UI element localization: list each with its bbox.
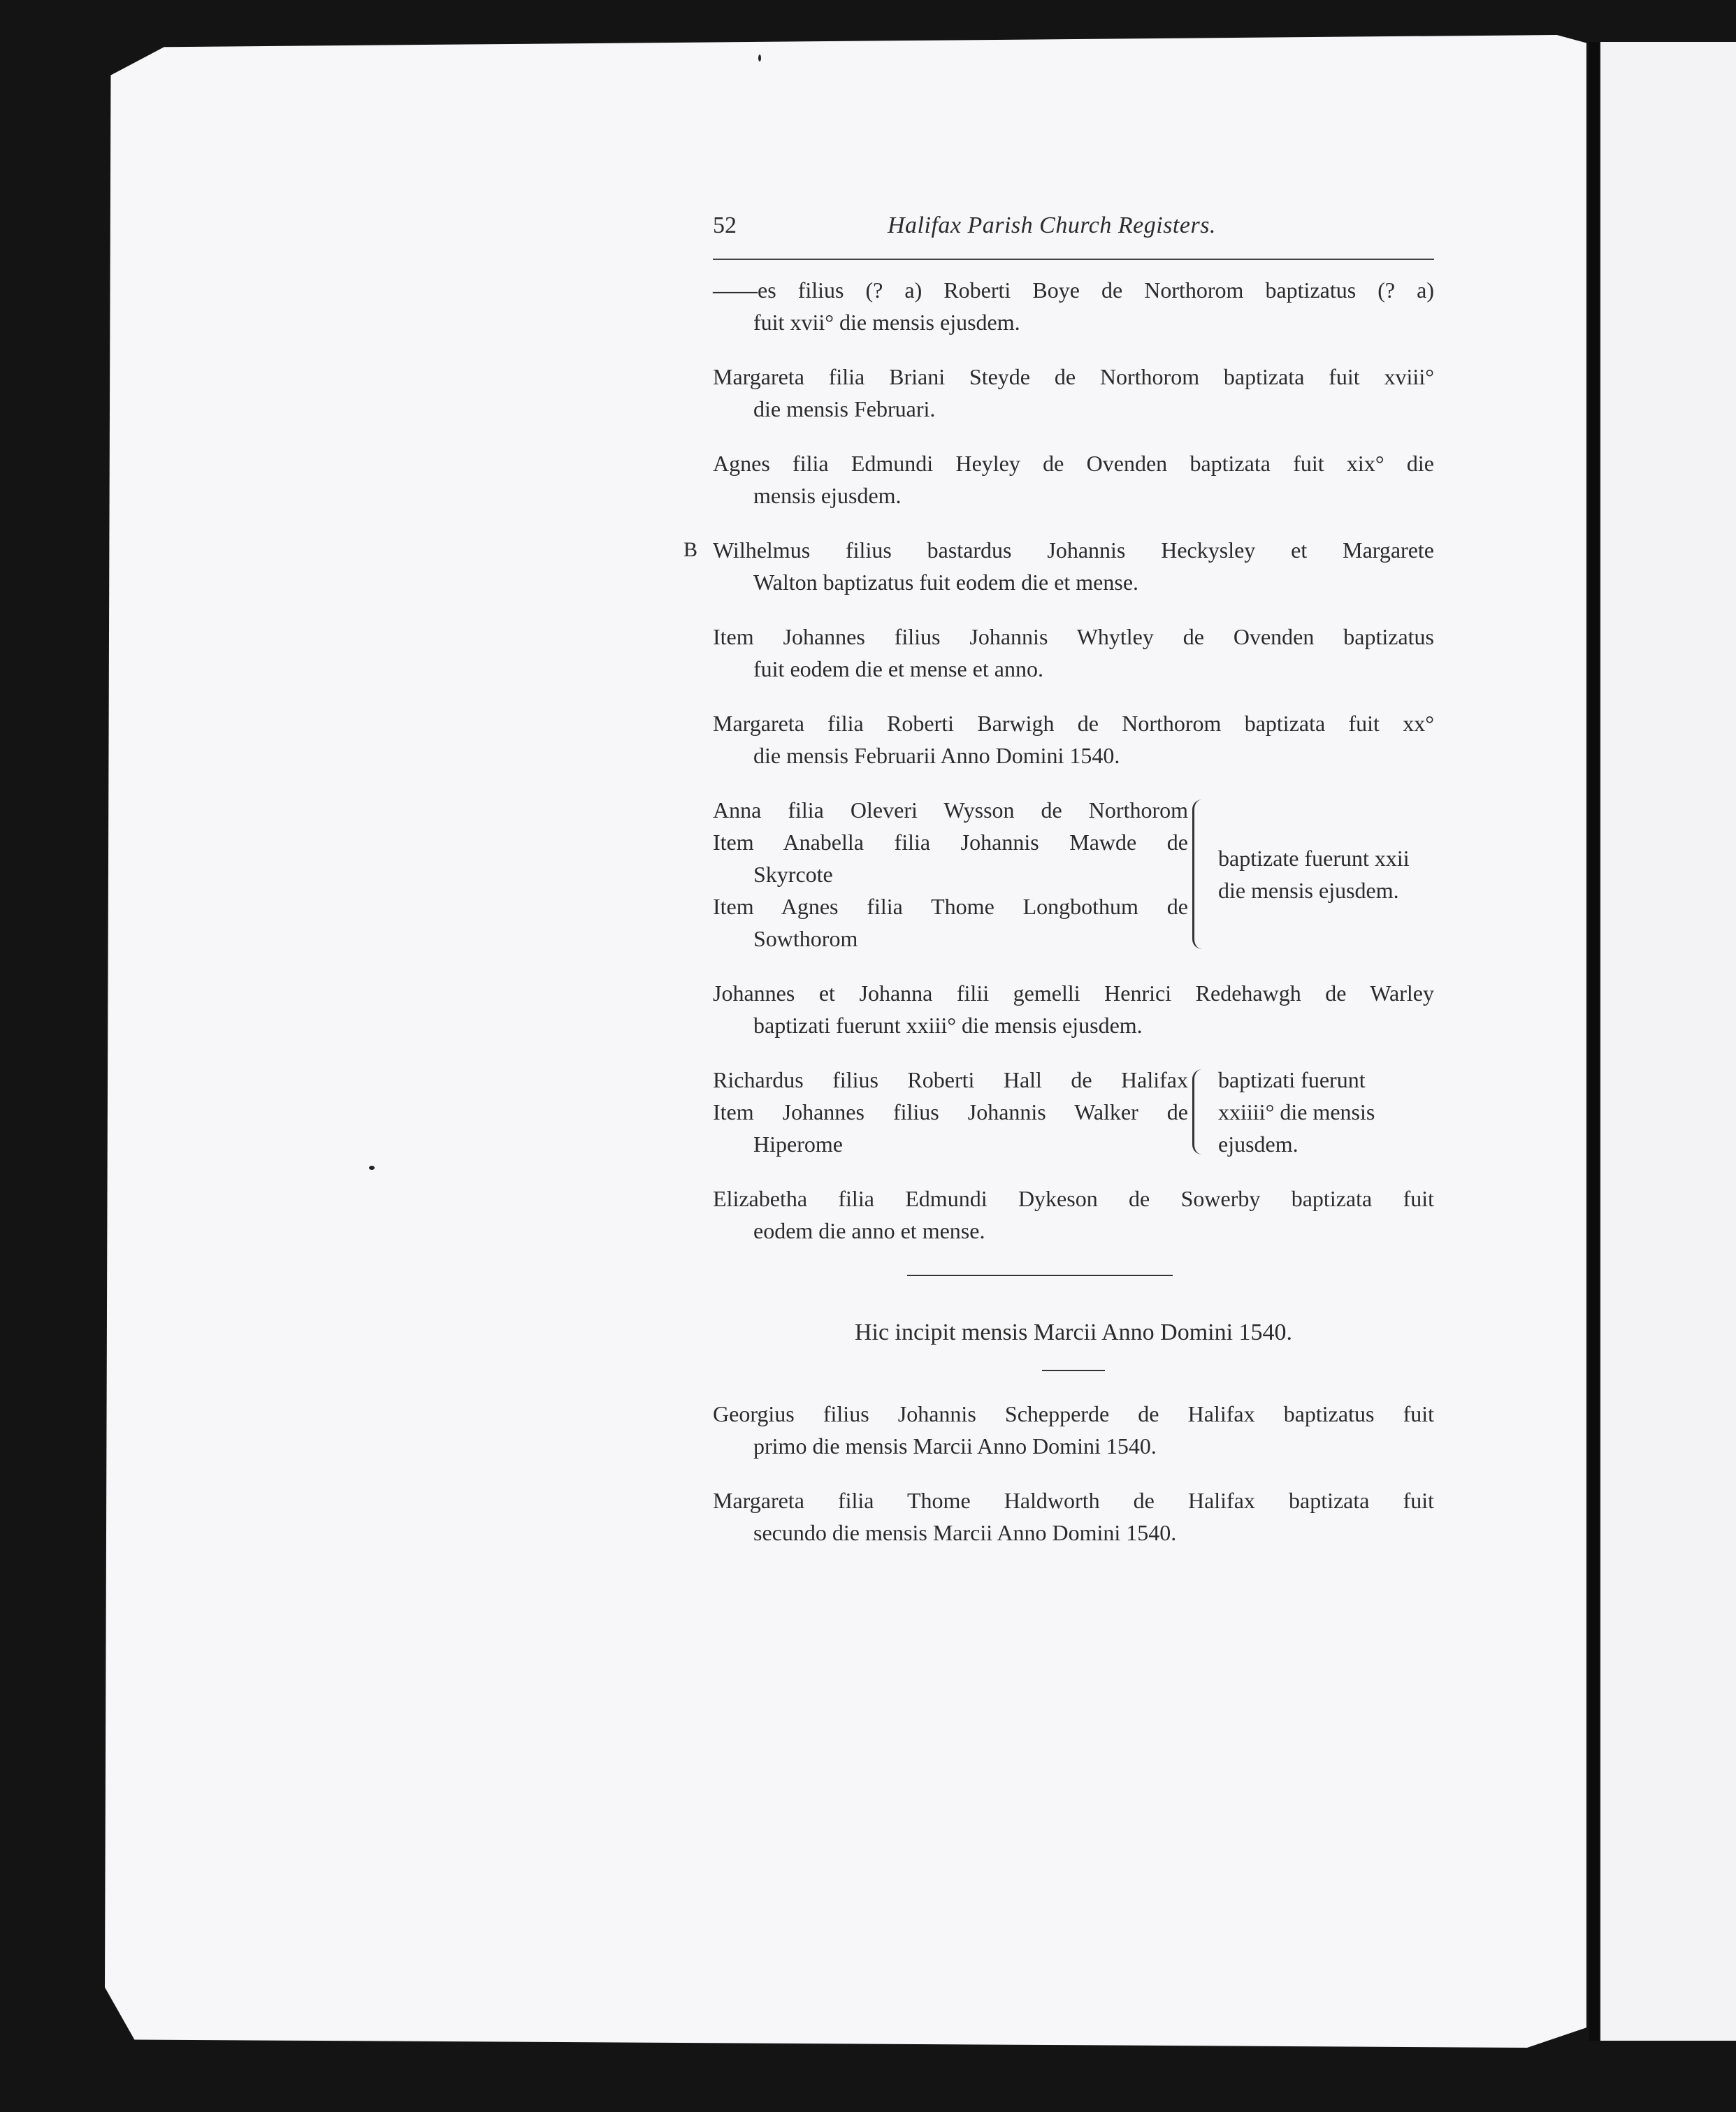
entry-line: mensis ejusdem.: [753, 483, 902, 508]
entry-line: Georgius filius Johannis Schepperde de Halifax baptizatus fuit: [713, 1401, 1434, 1426]
entry-line: baptizati fuerunt: [1218, 1067, 1366, 1092]
register-text: [683, 210, 1434, 1571]
bracket-detail: [1218, 1064, 1375, 1160]
entry-line: Sowthorom: [753, 926, 858, 951]
entry-line: Walton baptizatus fuit eodem die et mense.: [753, 570, 1139, 595]
section-rule: [907, 1275, 1173, 1276]
book-gutter: [1589, 42, 1599, 2041]
baptism-entry: [713, 977, 1434, 1041]
entry-line: Johannes et Johanna filii gemelli Henrici Redehawgh de Warley: [713, 981, 1434, 1006]
baptism-entry: [713, 447, 1434, 512]
entry-line: Margareta filia Thome Haldworth de Halifax baptizata fuit: [713, 1488, 1434, 1513]
entry-line: Agnes filia Edmundi Heyley de Ovenden baptizata fuit xix° die: [713, 451, 1434, 476]
entry-line: Wilhelmus filius bastardus Johannis Heckysley et Margarete: [713, 537, 1434, 563]
entry-line: fuit eodem die et mense et anno.: [753, 656, 1043, 681]
entry-line: Anna filia Oleveri Wysson de Northorom: [713, 797, 1188, 823]
entry-line: die mensis Februari.: [753, 396, 936, 421]
baptism-entry: [713, 361, 1434, 425]
entry-line: Hiperome: [753, 1131, 843, 1157]
entry-line: Margareta filia Roberti Barwigh de Northorom baptizata fuit xx°: [713, 711, 1434, 736]
entry-line: xxiiii° die mensis: [1218, 1099, 1375, 1124]
baptism-entry: [683, 534, 1434, 598]
baptism-entry: [713, 1182, 1434, 1247]
section-rule-short: [1042, 1370, 1105, 1371]
entry-line: Item Anabella filia Johannis Mawde de: [713, 830, 1188, 855]
running-head: Halifax Parish Church Registers.: [888, 212, 1216, 238]
entry-line: eodem die anno et mense.: [753, 1218, 985, 1243]
facing-page-edge: [1600, 42, 1736, 2041]
baptism-entry: [713, 1398, 1434, 1462]
margin-mark: B: [683, 538, 698, 561]
entry-line: fuit xvii° die mensis ejusdem.: [753, 310, 1020, 335]
baptism-entry: [713, 621, 1434, 685]
entry-line: Item Agnes filia Thome Longbothum de: [713, 894, 1188, 919]
entry-line: die mensis Februarii Anno Domini 1540.: [753, 743, 1120, 768]
entry-line: baptizate fuerunt xxii: [1218, 846, 1410, 871]
curly-brace: [1192, 800, 1213, 949]
entry-line: Item Johannes filius Johannis Whytley de Ovenden baptizatus: [713, 624, 1434, 649]
bracketed-entry-group: [713, 1064, 1434, 1160]
bracketed-entry-group: [713, 794, 1434, 955]
page-header: [713, 210, 1434, 243]
baptism-entry: [713, 707, 1434, 772]
entry-line: ejusdem.: [1218, 1131, 1299, 1157]
baptism-entry: [713, 274, 1434, 338]
scan-speck: [758, 55, 761, 62]
entry-line: Margareta filia Briani Steyde de Northorom baptizata fuit xviii°: [713, 364, 1434, 389]
bracket-names: [713, 794, 1188, 955]
page-number: 52: [713, 212, 737, 238]
entry-line: secundo die mensis Marcii Anno Domini 1540.: [753, 1520, 1177, 1545]
entry-line: Item Johannes filius Johannis Walker de: [713, 1099, 1188, 1124]
baptism-entry: [713, 1484, 1434, 1549]
bracket-detail: [1218, 842, 1410, 906]
entry-line: die mensis ejusdem.: [1218, 878, 1399, 903]
entry-line: Richardus filius Roberti Hall de Halifax: [713, 1067, 1188, 1092]
entry-line: ——es filius (? a) Roberti Boye de Northorom baptizatus (? a): [713, 277, 1434, 303]
curly-brace: [1192, 1069, 1213, 1155]
scan-speck: [369, 1166, 375, 1170]
header-rule: [713, 259, 1434, 260]
entry-line: Skyrcote: [753, 862, 833, 887]
bracket-names: [713, 1064, 1188, 1160]
entry-line: primo die mensis Marcii Anno Domini 1540.: [753, 1433, 1157, 1459]
entry-line: Elizabetha filia Edmundi Dykeson de Sowerby baptizata fuit: [713, 1186, 1434, 1211]
entry-line: baptizati fuerunt xxiii° die mensis ejusdem.: [753, 1013, 1143, 1038]
section-heading: Hic incipit mensis Marcii Anno Domini 1540.: [854, 1319, 1293, 1345]
